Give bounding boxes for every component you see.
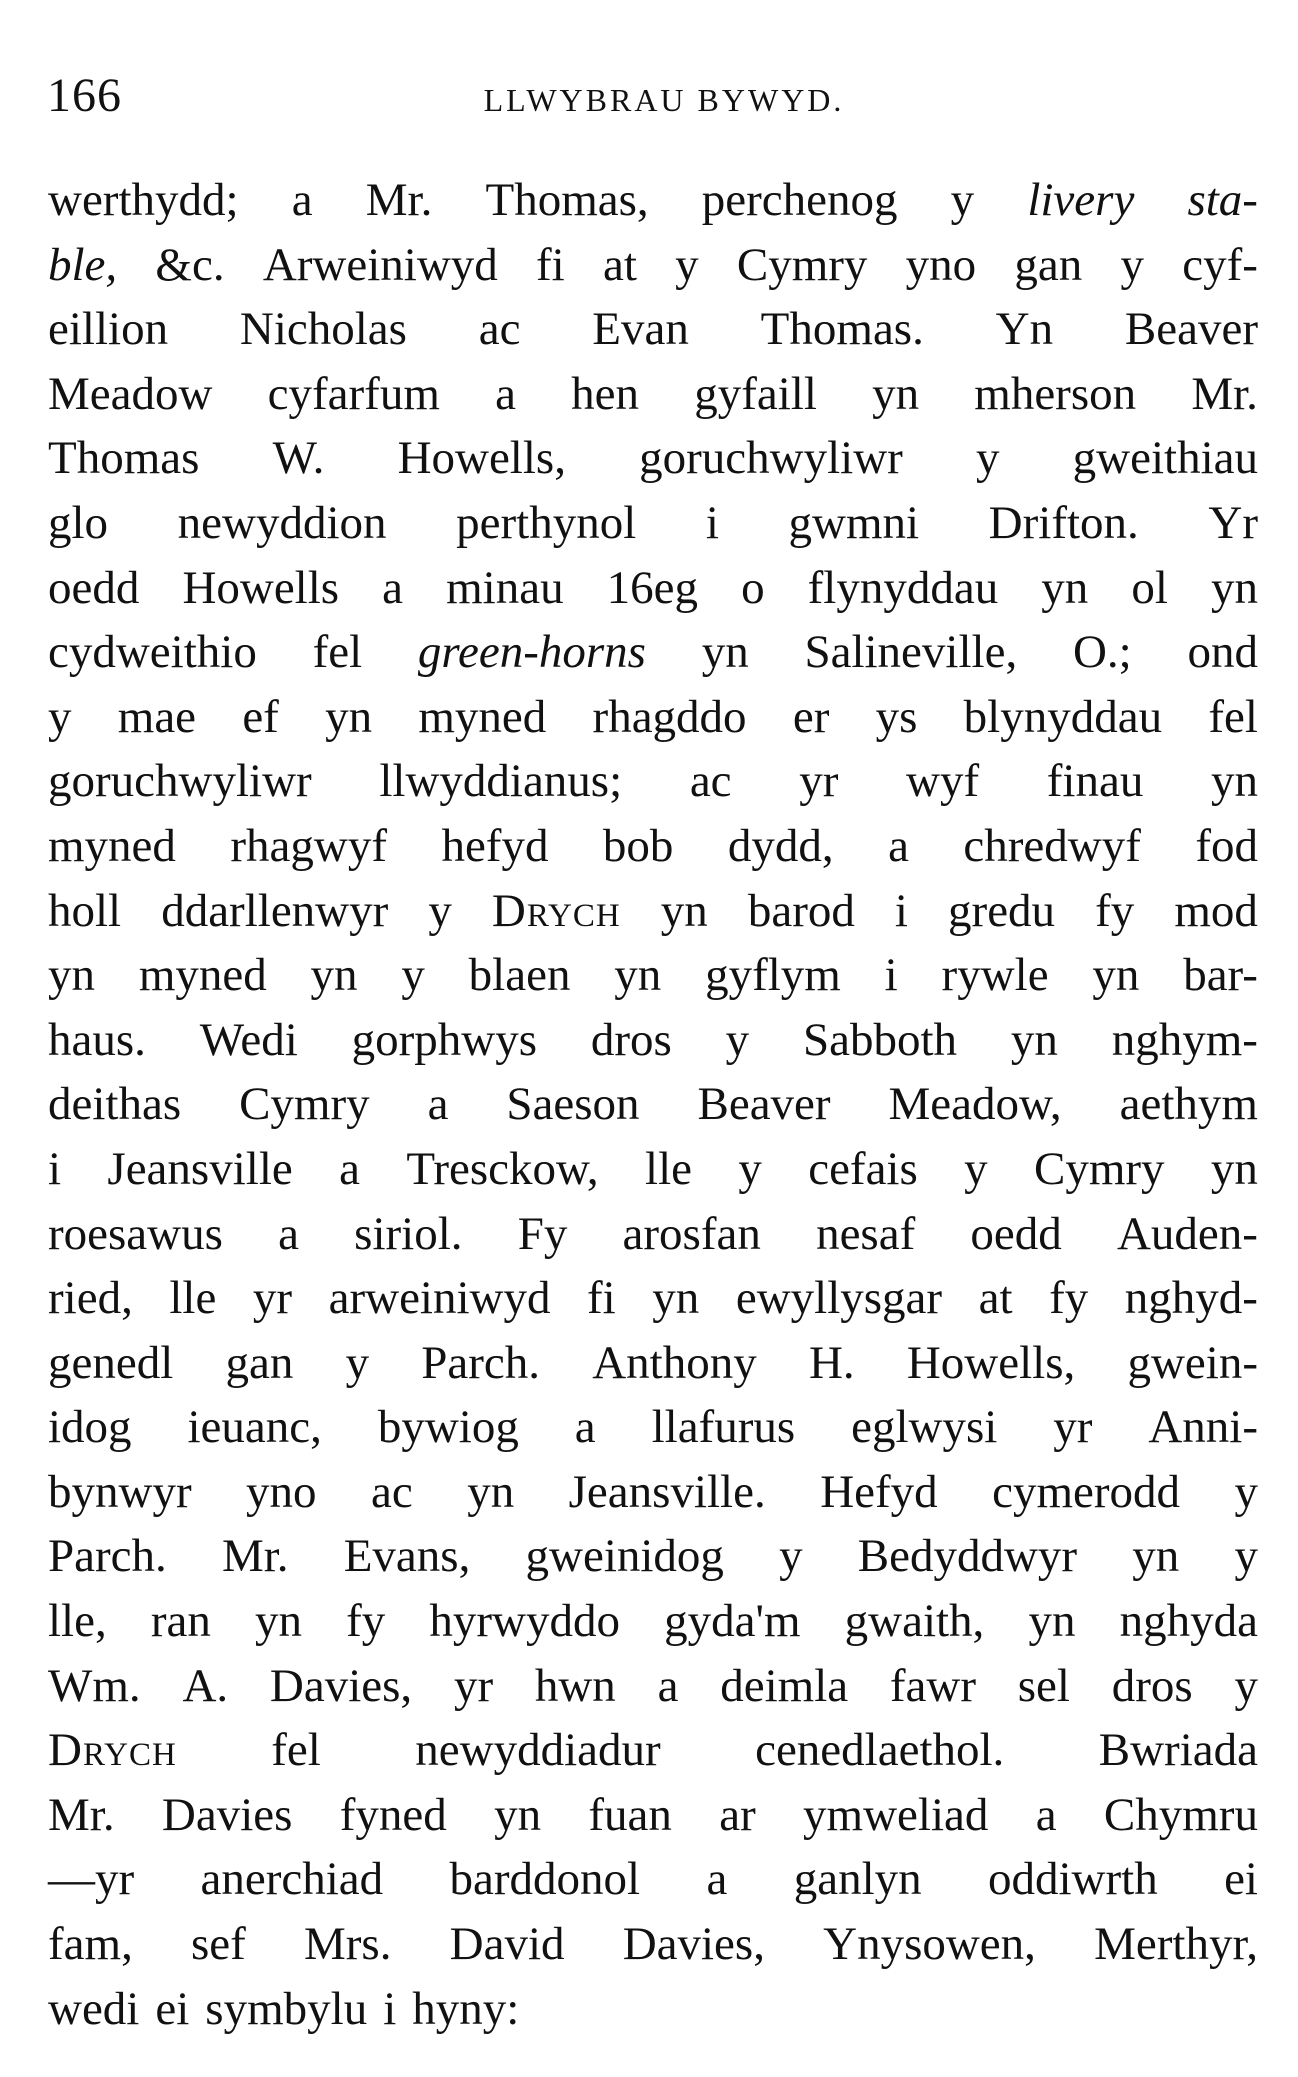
- word: Parch.: [48, 1530, 167, 1583]
- word: llafurus: [651, 1401, 796, 1454]
- word: Mr.: [48, 1788, 115, 1841]
- word: siriol.: [354, 1207, 463, 1260]
- word: gredu: [948, 884, 1056, 937]
- word: ried,: [48, 1272, 133, 1325]
- text-line: [48, 1912, 1258, 1977]
- word: Howells: [182, 561, 340, 614]
- word: A.: [182, 1659, 229, 1712]
- word: fi: [587, 1272, 616, 1325]
- word: yn: [255, 1595, 302, 1648]
- word: Cymry: [239, 1078, 370, 1131]
- word: hwn: [534, 1659, 616, 1712]
- word: yn: [652, 1272, 700, 1325]
- word: yn: [1092, 949, 1140, 1002]
- text-line: [48, 1072, 1258, 1137]
- word: Thomas: [48, 432, 200, 485]
- word: a: [278, 1207, 299, 1260]
- word: fyned: [339, 1788, 447, 1841]
- word: yr: [453, 1659, 494, 1712]
- word: gorphwys: [351, 1013, 538, 1066]
- word: oedd: [48, 561, 140, 614]
- word: dros: [1111, 1659, 1193, 1712]
- word: llwyddianus;: [379, 755, 623, 808]
- text-line: [48, 1202, 1258, 1267]
- word: Anthony: [592, 1336, 757, 1389]
- word: Meadow,: [888, 1078, 1062, 1131]
- word: Drifton.: [988, 496, 1139, 549]
- word: Ynysowen,: [823, 1918, 1036, 1971]
- word: gweithiau: [1072, 432, 1258, 485]
- word: cyfarfum: [267, 367, 440, 420]
- text-line: [48, 1460, 1258, 1525]
- word: yn: [1210, 561, 1258, 614]
- word: a: [1035, 1788, 1057, 1841]
- text-line: [48, 943, 1258, 1008]
- word: fel: [312, 626, 363, 679]
- word: y: [401, 949, 425, 1002]
- word: lle: [645, 1142, 693, 1195]
- word: rhagwyf: [230, 819, 387, 872]
- word: haus.: [48, 1013, 146, 1066]
- word: bywiog: [377, 1401, 519, 1454]
- word: Thomas,: [485, 174, 649, 226]
- word: cydweithio: [48, 626, 257, 679]
- word: yn: [494, 1788, 542, 1841]
- word: 16eg: [606, 561, 699, 614]
- word: Anni-: [1148, 1401, 1258, 1454]
- word: Mr.: [221, 1530, 289, 1583]
- word: H.: [808, 1336, 855, 1389]
- word: Wm.: [48, 1659, 141, 1712]
- word: y: [428, 884, 452, 937]
- word: Mr.: [365, 174, 433, 226]
- word: Bedyddwyr: [857, 1530, 1078, 1583]
- word: goruchwyliwr: [639, 432, 903, 485]
- text-line: [48, 491, 1258, 556]
- word: newyddion: [177, 496, 387, 549]
- word: werthydd;: [48, 174, 239, 226]
- word: blynyddau: [963, 690, 1163, 743]
- word: Drych: [491, 884, 621, 937]
- word: gan: [1014, 238, 1083, 291]
- word: finau: [1046, 755, 1144, 808]
- text-line: [48, 814, 1258, 879]
- word: rywle: [941, 949, 1049, 1002]
- word: fam,: [48, 1918, 133, 1971]
- word: Jeansville: [107, 1142, 293, 1195]
- word: mherson: [974, 367, 1137, 420]
- word: minau: [446, 561, 564, 614]
- word: arosfan: [622, 1207, 761, 1260]
- word: yn: [872, 367, 920, 420]
- word: Nicholas: [239, 303, 407, 356]
- word: ble,: [48, 238, 118, 291]
- word: Yr: [1208, 496, 1258, 549]
- word: arweiniwyd: [328, 1272, 551, 1325]
- word: myned: [48, 819, 176, 872]
- word: Saeson: [506, 1078, 640, 1131]
- word: fi: [536, 238, 565, 291]
- word: y: [48, 690, 72, 743]
- word: Sabboth: [803, 1013, 958, 1066]
- word: nghym-: [1111, 1013, 1258, 1066]
- word: a: [888, 819, 909, 872]
- word: Parch.: [421, 1336, 541, 1389]
- word: David: [449, 1918, 565, 1971]
- word: nghyda: [1119, 1595, 1258, 1648]
- word: y: [1120, 238, 1144, 291]
- word: Mr.: [1191, 367, 1258, 420]
- word: ar: [719, 1788, 756, 1841]
- word: holl: [48, 884, 122, 937]
- word: Jeansville.: [568, 1465, 766, 1518]
- word: W.: [272, 432, 325, 485]
- word: genedl: [48, 1336, 174, 1389]
- word: ganlyn: [793, 1853, 922, 1906]
- word: at: [602, 238, 637, 291]
- word: Davies: [161, 1788, 293, 1841]
- word: yn: [1211, 755, 1258, 808]
- word: Howells,: [906, 1336, 1076, 1389]
- word: a: [657, 1659, 679, 1712]
- word: Mrs.: [303, 1918, 392, 1971]
- word: perthynol: [456, 496, 637, 549]
- word: nesaf: [816, 1207, 916, 1260]
- word: yr: [252, 1272, 293, 1325]
- word: barddonol: [449, 1853, 641, 1906]
- word: barod: [747, 884, 855, 937]
- word: yn: [614, 949, 662, 1002]
- word: fel: [1208, 690, 1258, 743]
- word: gwaith,: [844, 1595, 985, 1648]
- word: fel: [271, 1724, 321, 1777]
- word: at: [978, 1272, 1013, 1325]
- word: Arweiniwyd: [262, 238, 498, 291]
- word: Cymry: [736, 238, 868, 291]
- word: eglwysi: [851, 1401, 998, 1454]
- text-line: [48, 1589, 1258, 1654]
- text-line: [48, 362, 1258, 427]
- word: Drych: [48, 1724, 177, 1777]
- word: y: [964, 1142, 988, 1195]
- word: i: [884, 949, 898, 1002]
- text-line: [48, 685, 1258, 750]
- word: i: [705, 496, 719, 549]
- word: Fy: [517, 1207, 568, 1260]
- word: y: [1234, 1465, 1258, 1518]
- word: fod: [1195, 819, 1258, 872]
- word: a: [706, 1853, 728, 1906]
- word: green-horns: [417, 626, 646, 679]
- text-line: [48, 426, 1258, 491]
- word: blaen: [468, 949, 571, 1002]
- word: ddarllenwyr: [161, 884, 389, 937]
- word: cefais: [808, 1142, 918, 1195]
- word: Salineville,: [804, 626, 1018, 679]
- word: y: [1234, 1530, 1258, 1583]
- word: a: [495, 367, 516, 420]
- word: mod: [1174, 884, 1258, 937]
- word: cyf-: [1182, 238, 1258, 291]
- word: Chymru: [1103, 1788, 1258, 1841]
- word: Yn: [995, 303, 1054, 356]
- word: deithas: [48, 1078, 182, 1131]
- word: yn: [701, 626, 749, 679]
- word: deimla: [720, 1659, 849, 1712]
- word: Cymry: [1033, 1142, 1165, 1195]
- word: Thomas.: [760, 303, 924, 356]
- word: i: [48, 1142, 62, 1195]
- word: a: [574, 1401, 596, 1454]
- word: y: [975, 432, 1000, 485]
- word: Evans,: [343, 1530, 471, 1583]
- word: yr: [799, 755, 839, 808]
- word: hen: [571, 367, 640, 420]
- word: chredwyf: [963, 819, 1141, 872]
- word: Davies,: [622, 1918, 765, 1971]
- word: ei: [1224, 1853, 1258, 1906]
- word: ran: [150, 1595, 211, 1648]
- word: Beaver: [697, 1078, 831, 1131]
- word: yn: [1028, 1595, 1076, 1648]
- text-line: [48, 1395, 1258, 1460]
- word: ol: [1131, 561, 1168, 614]
- word: myned: [138, 949, 267, 1002]
- word: —yr: [48, 1853, 135, 1906]
- word: hyrwyddo: [429, 1595, 620, 1648]
- word: lle: [169, 1272, 217, 1325]
- word: y: [725, 1013, 750, 1066]
- text-line: [48, 1977, 1258, 2042]
- text-line: [48, 1718, 1258, 1783]
- word: bynwyr: [48, 1465, 192, 1518]
- word: y: [675, 238, 699, 291]
- word: cymerodd: [992, 1465, 1181, 1518]
- word: bar-: [1183, 949, 1258, 1002]
- word: nghyd-: [1124, 1272, 1258, 1325]
- word: dros: [590, 1013, 672, 1066]
- word: i: [894, 884, 908, 937]
- word: Tresckow,: [406, 1142, 599, 1195]
- word: hefyd: [441, 819, 549, 872]
- text-line: [48, 1847, 1258, 1912]
- word: Auden-: [1116, 1207, 1258, 1260]
- word: cenedlaethol.: [755, 1724, 1005, 1777]
- text-line: [48, 1137, 1258, 1202]
- word: y: [950, 174, 975, 226]
- word: oddiwrth: [987, 1853, 1158, 1906]
- word: yn: [660, 884, 708, 937]
- word: y: [779, 1530, 803, 1583]
- text-line: [48, 1266, 1258, 1331]
- word: o: [741, 561, 765, 614]
- word: &c.: [155, 238, 225, 291]
- word: yn: [467, 1465, 515, 1518]
- word: gyfaill: [694, 367, 817, 420]
- text-line: [48, 233, 1258, 298]
- word: mae: [117, 690, 197, 743]
- word: yn: [1010, 1013, 1058, 1066]
- word: ond: [1187, 626, 1258, 679]
- word: yn: [1210, 1142, 1258, 1195]
- word: fy: [1095, 884, 1135, 937]
- word: eillion: [48, 303, 169, 356]
- text-line: [48, 620, 1258, 685]
- page-number: 166: [47, 69, 122, 122]
- word: goruchwyliwr: [48, 755, 312, 808]
- word: yn: [310, 949, 358, 1002]
- text-line: [48, 879, 1258, 944]
- word: ac: [371, 1465, 413, 1518]
- word: sta-: [1187, 174, 1258, 226]
- word: y: [1234, 1659, 1258, 1712]
- word: ac: [478, 303, 521, 356]
- word: Beaver: [1124, 303, 1258, 356]
- running-title: LLWYBRAU BYWYD.: [483, 82, 845, 118]
- word: yno: [905, 238, 977, 291]
- word: yn: [1041, 561, 1089, 614]
- word: dydd,: [727, 819, 834, 872]
- word: glo: [48, 496, 109, 549]
- word: ewyllysgar: [735, 1272, 943, 1325]
- text-line: [48, 168, 1258, 233]
- word: Davies,: [269, 1659, 413, 1712]
- word: gwmni: [788, 496, 920, 549]
- word: gyflym: [705, 949, 841, 1002]
- word: i: [383, 1982, 397, 2035]
- word: livery: [1027, 174, 1135, 226]
- word: rhagddo: [592, 690, 747, 743]
- word: Bwriada: [1098, 1724, 1258, 1777]
- word: gan: [225, 1336, 294, 1389]
- word: ac: [689, 755, 732, 808]
- word: newyddiadur: [415, 1724, 661, 1777]
- word: anerchiad: [200, 1853, 384, 1906]
- word: ei: [155, 1982, 190, 2035]
- text-line: [48, 297, 1258, 362]
- body-text: [48, 168, 1258, 2041]
- word: yr: [1053, 1401, 1093, 1454]
- word: wyf: [906, 755, 980, 808]
- word: Howells,: [397, 432, 566, 485]
- word: ef: [242, 690, 279, 743]
- text-line: [48, 1783, 1258, 1848]
- word: fy: [346, 1595, 386, 1648]
- word: Evan: [592, 303, 689, 356]
- word: symbylu: [205, 1982, 368, 2035]
- word: Hefyd: [820, 1465, 938, 1518]
- text-line: [48, 1654, 1258, 1719]
- word: yn: [325, 690, 373, 743]
- text-line: [48, 749, 1258, 814]
- word: oedd: [970, 1207, 1062, 1260]
- word: roesawus: [48, 1207, 223, 1260]
- word: sel: [1017, 1659, 1070, 1712]
- word: gwein-: [1127, 1336, 1258, 1389]
- word: Merthyr,: [1094, 1918, 1258, 1971]
- word: y: [738, 1142, 762, 1195]
- word: gyda'm: [664, 1595, 801, 1648]
- word: ieuanc,: [187, 1401, 322, 1454]
- word: er: [792, 690, 830, 743]
- word: a: [382, 561, 404, 614]
- word: fy: [1049, 1272, 1089, 1325]
- word: yn: [1132, 1530, 1180, 1583]
- text-line: [48, 556, 1258, 621]
- word: hyny:: [412, 1982, 520, 2035]
- word: Meadow: [48, 367, 213, 420]
- word: perchenog: [701, 174, 898, 226]
- text-line: [48, 1008, 1258, 1073]
- word: Wedi: [199, 1013, 298, 1066]
- word: ys: [875, 690, 918, 743]
- word: yn: [48, 949, 95, 1002]
- word: myned: [418, 690, 547, 743]
- word: a: [339, 1142, 360, 1195]
- word: O.;: [1072, 626, 1132, 679]
- word: bob: [602, 819, 674, 872]
- text-line: [48, 1331, 1258, 1396]
- word: ymweliad: [803, 1788, 989, 1841]
- word: idog: [48, 1401, 132, 1454]
- word: fawr: [889, 1659, 976, 1712]
- word: yno: [246, 1465, 317, 1518]
- word: gweinidog: [525, 1530, 724, 1583]
- word: y: [345, 1336, 370, 1389]
- word: fuan: [588, 1788, 672, 1841]
- word: wedi: [48, 1982, 140, 2035]
- word: aethym: [1119, 1078, 1258, 1131]
- word: lle,: [48, 1595, 107, 1648]
- word: flynyddau: [807, 561, 999, 614]
- word: a: [291, 174, 313, 226]
- word: a: [427, 1078, 449, 1131]
- word: sef: [191, 1918, 246, 1971]
- text-line: [48, 1524, 1258, 1589]
